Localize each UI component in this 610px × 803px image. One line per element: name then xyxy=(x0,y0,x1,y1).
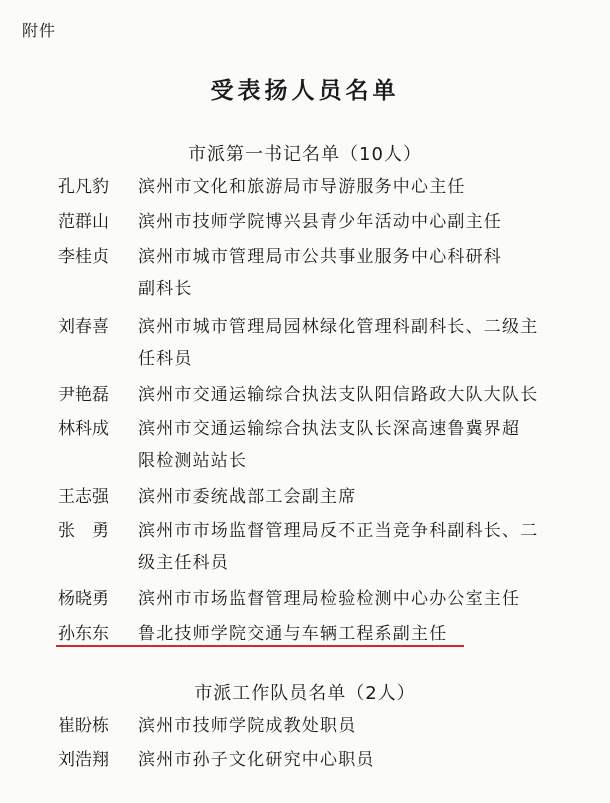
person-position: 滨州市交通运输综合执法支队阳信路政大队大队长 xyxy=(138,385,539,405)
person-position: 滨州市技师学院博兴县青少年活动中心副主任 xyxy=(138,212,502,232)
person-position: 滨州市市场监督管理局反不正当竞争科副科长、二 xyxy=(138,521,539,541)
person-position: 滨州市技师学院成教处职员 xyxy=(138,716,357,736)
person-position: 鲁北技师学院交通与车辆工程系副主任 xyxy=(138,624,448,644)
person-position: 滨州市交通运输综合执法支队长深高速鲁冀界超 xyxy=(138,419,521,439)
person-position: 滨州市委统战部工会副主席 xyxy=(138,487,357,507)
person-position-continued: 任科员 xyxy=(138,349,193,369)
person-name: 刘春喜 xyxy=(58,317,109,337)
section-title-team-members: 市派工作队员名单（2人） xyxy=(194,683,416,704)
person-name: 林科成 xyxy=(58,419,109,439)
person-name: 李桂贞 xyxy=(58,247,109,267)
person-name: 王志强 xyxy=(58,487,109,507)
section-title-secretaries: 市派第一书记名单（10人） xyxy=(188,144,422,165)
person-position: 滨州市城市管理局园林绿化管理科副科长、二级主 xyxy=(138,317,539,337)
person-position-continued: 级主任科员 xyxy=(138,553,229,573)
person-name: 孔凡豹 xyxy=(58,177,109,197)
person-position: 滨州市市场监督管理局检验检测中心办公室主任 xyxy=(138,589,521,609)
person-name: 崔盼栋 xyxy=(58,716,109,736)
red-underline xyxy=(56,645,464,647)
person-name: 范群山 xyxy=(58,212,109,232)
person-position-continued: 副科长 xyxy=(138,279,193,299)
document-title: 受表扬人员名单 xyxy=(210,77,400,104)
person-position-continued: 限检测站站长 xyxy=(138,451,248,471)
person-position: 滨州市文化和旅游局市导游服务中心主任 xyxy=(138,177,466,197)
person-name: 刘浩翔 xyxy=(58,750,109,770)
person-name: 孙东东 xyxy=(58,624,109,644)
attachment-label: 附件 xyxy=(22,21,57,40)
person-name: 杨晓勇 xyxy=(58,589,109,609)
person-name: 尹艳磊 xyxy=(58,385,109,405)
person-position: 滨州市孙子文化研究中心职员 xyxy=(138,750,375,770)
person-position: 滨州市城市管理局市公共事业服务中心科研科 xyxy=(138,247,502,267)
person-name: 张 勇 xyxy=(58,521,109,541)
